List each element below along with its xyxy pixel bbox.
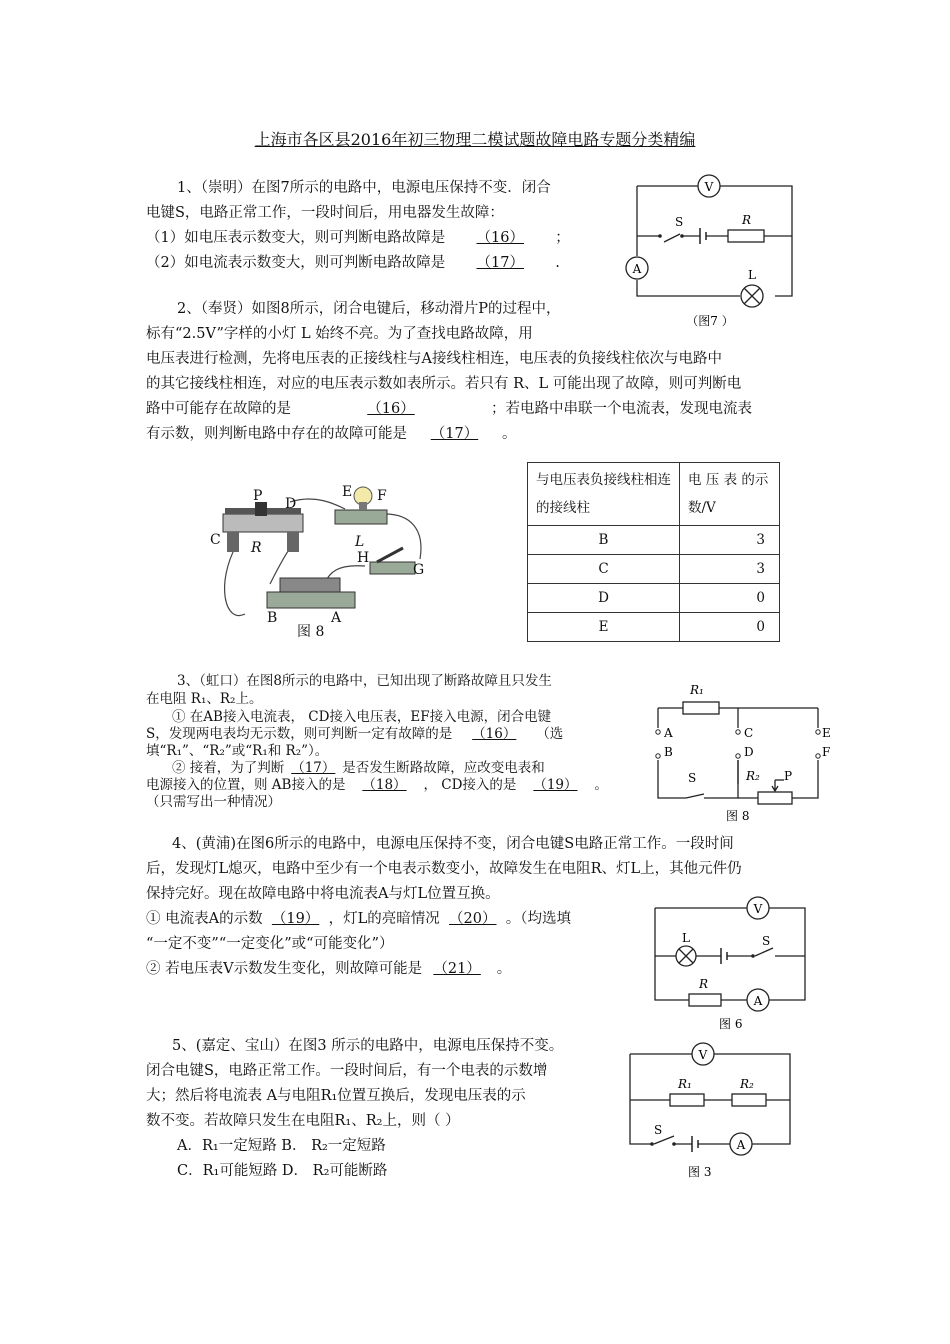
fig8-d-label: D: [744, 745, 754, 759]
q2-line-3: 电压表进行检测，先将电压表的正接线柱与A接线柱相连，电压表的负接线柱依次与电路中: [146, 351, 722, 367]
q4-blank-21: （21）: [433, 961, 481, 977]
q1-line-2: 电键S，电路正常工作，一段时间后，用电器发生故障：: [146, 205, 504, 221]
q5-line-2: 闭合电键S，电路正常工作。一段时间后，有一个电表的示数增: [146, 1063, 548, 1079]
table-row: [528, 555, 780, 584]
q5-line-3: 大；然后将电流表 A与电阻R₁位置互换后，发现电压表的示: [146, 1088, 526, 1104]
q5-option-cd: C．R₁可能短路 D． R₂可能断路: [177, 1163, 388, 1179]
q3-blank-18: （18）: [362, 777, 407, 793]
fig8-b-label: B: [664, 745, 673, 759]
fig8-c-label: C: [744, 726, 754, 740]
table-row: [528, 584, 780, 613]
figure-6-circuit: [645, 890, 820, 1035]
photo-label-e: E: [342, 484, 353, 500]
page-title: 上海市各区县2016年初三物理二模试题故障电路专题分类精编: [254, 130, 696, 149]
fig8-s-label: S: [688, 771, 697, 785]
q4-line-2: 后，发现灯L熄灭，电路中至少有一个电表示数变小，故障发生在电阻R、灯L上，其他元件仍: [146, 861, 742, 877]
q1-line-3: （1）如电压表示数变大，则可判断电路故障是 （16） ；: [146, 230, 570, 246]
table-cell: B: [528, 526, 680, 555]
q2-blank-16: （16）: [367, 401, 415, 417]
q4-line-5: “一定不变”“一定变化”或“可能变化”）: [146, 936, 394, 952]
voltage-table: [527, 462, 780, 642]
table-row: [528, 613, 780, 642]
fig8-caption: 图 8: [726, 809, 750, 823]
q2-line-5: 路中可能存在故障的是 （16） ；若电路中串联一个电流表，发现电流表: [146, 401, 752, 417]
photo-label-g: G: [413, 562, 425, 578]
fig3-r1-label: R₁: [678, 1077, 692, 1091]
fig3-voltmeter-label: V: [698, 1048, 708, 1062]
q3-line-7: 电源接入的位置，则 AB接入的是 （18） ， CD接入的是 （19） 。: [146, 777, 608, 793]
table-cell: 3: [680, 526, 780, 555]
q1-blank-17: （17）: [476, 255, 524, 271]
q2-line-6: 有示数，则判断电路中存在的故障可能是 （17） 。: [146, 426, 517, 442]
fig8-a-label: A: [664, 726, 673, 740]
q4-line-4: ① 电流表A的示数 （19） ，灯L的亮暗情况 （20） 。（均选填: [146, 911, 571, 927]
table-cell: 0: [680, 584, 780, 613]
photo-label-d: D: [285, 496, 297, 512]
figure-3-circuit: [622, 1036, 800, 1186]
table-header-voltage: 电 压 表 的示数/V: [680, 463, 780, 526]
q2-blank-17: （17）: [430, 426, 479, 442]
fig3-switch-label: S: [654, 1123, 663, 1137]
fig3-ammeter-label: A: [736, 1138, 746, 1152]
photo-label-h: H: [357, 550, 370, 566]
table-header-terminal: 与电压表负接线柱相连的接线柱: [528, 463, 680, 526]
fig7-ammeter-label: A: [632, 262, 642, 276]
q5-option-ab: A．R₁一定短路 B． R₂一定短路: [177, 1138, 386, 1154]
q4-line-1: 4、(黄浦)在图6所示的电路中，电源电压保持不变，闭合电键S电路正常工作。一段时间: [172, 836, 734, 852]
table-cell: D: [528, 584, 680, 613]
fig7-caption: （图7 ）: [686, 314, 734, 328]
fig6-voltmeter-label: V: [753, 902, 763, 916]
q3-line-8: （只需写出一种情况）: [146, 794, 281, 810]
q2-line-4: 的其它接线柱相连，对应的电压表示数如表所示。若只有 R、L 可能出现了故障，则可判断电: [146, 376, 742, 392]
photo-label-f: F: [377, 488, 387, 504]
fig3-r2-label: R₂: [740, 1077, 754, 1091]
q4-line-3: 保持完好。现在故障电路中将电流表A与灯L位置互换。: [146, 886, 500, 902]
photo-label-b: B: [267, 610, 278, 626]
q5-line-1: 5、(嘉定、宝山）在图3 所示的电路中，电源电压保持不变。: [172, 1038, 564, 1054]
q3-blank-17: （17）: [291, 760, 336, 776]
fig6-lamp-label: L: [682, 931, 690, 945]
photo-label-p: P: [253, 488, 263, 504]
q4-blank-19: （19）: [271, 911, 320, 927]
photo-label-l: L: [355, 534, 365, 550]
q3-line-6: ② 接着，为了判断 （17） 是否发生断路故障，应改变电表和: [172, 760, 545, 776]
q2-line-1: 2、（奉贤）如图8所示，闭合电键后，移动滑片P的过程中，: [177, 301, 561, 317]
fig6-caption: 图 6: [719, 1017, 743, 1031]
q3-line-1: 3、（虹口）在图8所示的电路中，已知出现了断路故障且只发生: [177, 673, 552, 689]
q3-blank-16: （16）: [472, 726, 517, 742]
q1-line-1: 1、（崇明）在图7所示的电路中，电源电压保持不变．闭合: [177, 180, 551, 196]
q1-blank-16: （16）: [476, 230, 524, 246]
fig8-f-label: F: [822, 745, 831, 759]
q4-blank-20: （20）: [449, 911, 497, 927]
fig3-caption: 图 3: [688, 1165, 712, 1179]
table-cell: 3: [680, 555, 780, 584]
q5-line-4: 数不变。若故障只发生在电阻R₁、R₂上，则（ ）: [146, 1113, 460, 1129]
table-cell: 0: [680, 613, 780, 642]
fig7-voltmeter-label: V: [704, 180, 714, 194]
q1-line-4: （2）如电流表示数变大，则可判断电路故障是 （17） .: [146, 255, 560, 271]
q3-line-3: ① 在AB接入电流表， CD接入电压表，EF接入电源，闭合电键: [172, 709, 552, 725]
q3-blank-19: （19）: [533, 777, 578, 793]
photo-label-r: R: [251, 540, 262, 556]
photo-label-a: A: [331, 610, 342, 626]
table-row: [528, 526, 780, 555]
q3-line-5: 填“R₁”、“R₂”或“R₁和 R₂”）。: [146, 743, 329, 759]
fig7-lamp-label: L: [748, 268, 756, 282]
q4-line-6: ② 若电压表V示数发生变化，则故障可能是 （21） 。: [146, 961, 512, 977]
figure-8-circuit: [648, 676, 838, 826]
photo-label-c: C: [210, 532, 221, 548]
fig6-switch-label: S: [762, 934, 771, 948]
fig7-switch-label: S: [675, 215, 684, 229]
fig6-ammeter-label: A: [753, 994, 763, 1008]
fig6-resistor-label: R: [699, 977, 709, 991]
table-cell: E: [528, 613, 680, 642]
table-cell: C: [528, 555, 680, 584]
fig8-p-label: P: [784, 769, 793, 783]
figure-8-photo: [205, 474, 440, 644]
q2-line-2: 标有“2.5V”字样的小灯 L 始终不亮。为了查找电路故障，用: [146, 326, 533, 342]
photo-caption: 图 8: [297, 624, 325, 640]
fig7-resistor-label: R: [742, 213, 752, 227]
q3-line-2: 在电阻 R₁、R₂上。: [146, 691, 263, 707]
figure-7-circuit: [620, 172, 800, 332]
fig8-r2-label: R₂: [746, 769, 760, 783]
fig8-e-label: E: [822, 726, 831, 740]
q3-line-4: S，发现两电表均无示数，则可判断一定有故障的是 （16） （选: [146, 726, 564, 742]
fig8-r1-label: R₁: [690, 683, 704, 697]
table-header-row: [528, 463, 780, 526]
